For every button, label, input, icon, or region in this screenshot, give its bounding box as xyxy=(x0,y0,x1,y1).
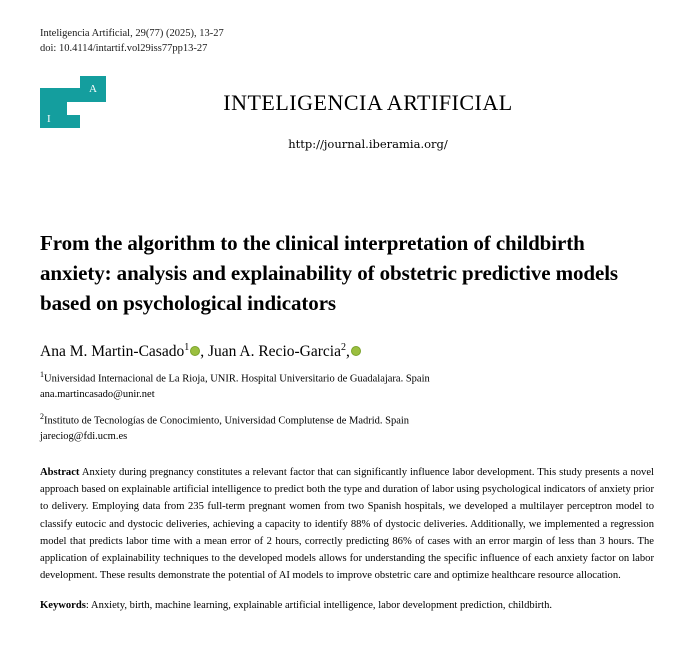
author-1-name: Ana M. Martin-Casado xyxy=(40,343,185,361)
author-list xyxy=(40,341,654,362)
affiliation-1 xyxy=(40,369,654,403)
journal-url-link[interactable]: http://journal.iberamia.org/ xyxy=(288,137,448,152)
affiliation-1-marker: 1 xyxy=(40,370,44,380)
author-2-name: Juan A. Recio-Garcia xyxy=(207,343,341,361)
orcid-icon-author-1[interactable] xyxy=(190,346,200,356)
affiliation-2-marker: 2 xyxy=(40,412,44,422)
affiliation-2-email[interactable]: jareciog@fdi.ucm.es xyxy=(40,431,128,443)
affiliation-1-text: Universidad Internacional de La Rioja, UNIR. Hospital Universitario de Guadalajara. Spain xyxy=(44,373,430,385)
affiliation-1-email[interactable]: ana.martincasado@unir.net xyxy=(40,389,155,401)
logo-letter-a: A xyxy=(89,83,97,96)
orcid-icon-author-2[interactable] xyxy=(351,346,361,356)
abstract-section xyxy=(40,464,654,584)
author-1-affil-marker: 1 xyxy=(184,341,190,353)
author-2-affil-marker: 2 xyxy=(340,341,346,353)
keywords-section xyxy=(40,597,654,614)
author-2-comma: , xyxy=(345,343,350,361)
citation-line: Inteligencia Artificial, 29(77) (2025), 13-27 xyxy=(40,28,224,39)
logo-letter-i: I xyxy=(47,113,51,126)
affiliation-2-text: Instituto de Tecnologías de Conocimiento, Universidad Complutense de Madrid. Spain xyxy=(44,415,410,427)
author-separator: , xyxy=(200,343,208,361)
journal-title: INTELIGENCIA ARTIFICIAL xyxy=(223,90,513,116)
journal-logo-icon xyxy=(40,76,106,140)
affiliation-2 xyxy=(40,411,654,445)
journal-masthead xyxy=(40,76,654,151)
header-meta xyxy=(40,0,654,56)
doi-line[interactable]: doi: 10.4114/intartif.vol29iss77pp13-27 xyxy=(40,43,208,55)
abstract-label: Abstract xyxy=(40,467,80,479)
journal-titleblock xyxy=(106,76,654,151)
page-title: From the algorithm to the clinical interpretation of childbirth anxiety: analysis and explainability of obstetric predictive models based on psychological indicators xyxy=(40,231,618,316)
keywords-label: Keywords xyxy=(40,600,86,612)
abstract-text: Anxiety during pregnancy constitutes a relevant factor that can significantly influence labor development. This study presents a novel approach based on explainable artificial intelligence to predict both the type and duration of labor using psychological indicators of anxiety prior to delivery. Employing data from 235 full-term pregnant women from two Spanish hospitals, we developed a multilayer perceptron model to classify eutocic and dystocic deliveries, achieving a capacity to identify 88% of dystocic deliveries. Additionally, we implemented a regression model that predicts labor time with a mean error of 2 hours, correctly predicting 86% of cases with an error margin of less than 3 hours. The application of explainability techniques to the developed models allows for understanding the specific influence of each anxiety factor on labor development. These results demonstrate the potential of AI models to improve obstetric care and optimize healthcare resource allocation. xyxy=(40,467,654,582)
keywords-text: : Anxiety, birth, machine learning, explainable artificial intelligence, labor development prediction, childbirth. xyxy=(85,600,553,612)
